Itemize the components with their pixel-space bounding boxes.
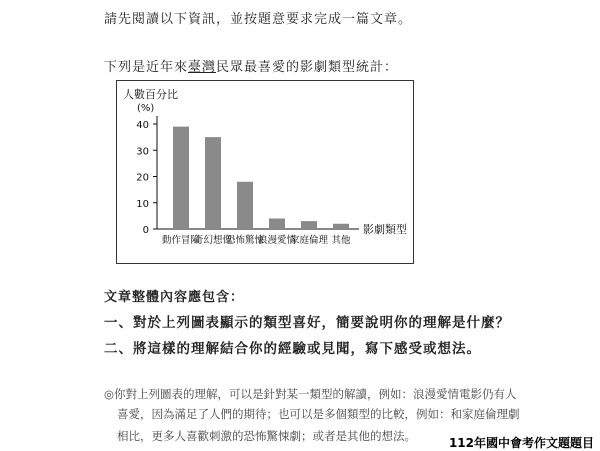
requirement-item-1: 一、對於上列圖表顯示的類型喜好，簡要說明你的理解是什麼？ bbox=[104, 315, 510, 331]
y-axis-unit: (%) bbox=[137, 103, 155, 114]
bar-chart-svg bbox=[117, 81, 413, 263]
bar-3 bbox=[237, 182, 253, 229]
x-category-label: 其他 bbox=[331, 235, 351, 246]
bar-chart bbox=[116, 80, 414, 264]
lead-before: 下列是近年來 bbox=[104, 60, 189, 75]
y-tick-label: 0 bbox=[142, 225, 149, 236]
bar-4 bbox=[269, 219, 285, 230]
note-line-3: 相比，更多人喜歡刺激的恐怖驚悚劇；或者是其他的想法。 bbox=[117, 429, 416, 443]
x-category-label: 家庭倫理 bbox=[289, 235, 329, 246]
lead-after: 民眾最喜愛的影劇類型統計： bbox=[216, 60, 399, 75]
bar-6 bbox=[333, 224, 349, 229]
bar-5 bbox=[301, 221, 317, 229]
y-axis-label: 人數百分比 bbox=[123, 88, 178, 101]
requirement-item-2: 二、將這樣的理解結合你的經驗或見聞，寫下感受或想法。 bbox=[104, 341, 481, 357]
x-category-label: 恐怖驚悚 bbox=[225, 235, 265, 246]
note-line-2: 喜愛，因為滿足了人們的期待；也可以是多個類型的比較，例如：和家庭倫理劇 bbox=[117, 407, 520, 421]
bar-2 bbox=[205, 137, 221, 229]
y-tick-label: 10 bbox=[136, 198, 149, 210]
requirements-heading: 文章整體內容應包含： bbox=[104, 290, 245, 305]
chart-lead-text bbox=[104, 56, 398, 75]
x-category-label: 浪漫愛情 bbox=[257, 235, 297, 246]
y-tick-label: 30 bbox=[136, 146, 149, 158]
instruction-text: 請先閱讀以下資訊，並按題意要求完成一篇文章。 bbox=[104, 12, 413, 27]
x-category-label: 動作冒險 bbox=[161, 235, 201, 246]
exam-title-caption: 112年國中會考作文題題目 bbox=[448, 436, 594, 450]
bar-1 bbox=[173, 127, 189, 229]
y-tick-label: 40 bbox=[136, 120, 149, 131]
x-category-label: 奇幻想像 bbox=[193, 235, 233, 246]
x-axis-label: 影劇類型 bbox=[363, 223, 407, 236]
lead-taiwan: 臺灣 bbox=[188, 60, 217, 75]
y-tick-label: 20 bbox=[136, 172, 149, 184]
note-line-1: ◎你對上列圖表的理解，可以是針對某一類型的解讀，例如：浪漫愛情電影仍有人 bbox=[104, 387, 517, 401]
